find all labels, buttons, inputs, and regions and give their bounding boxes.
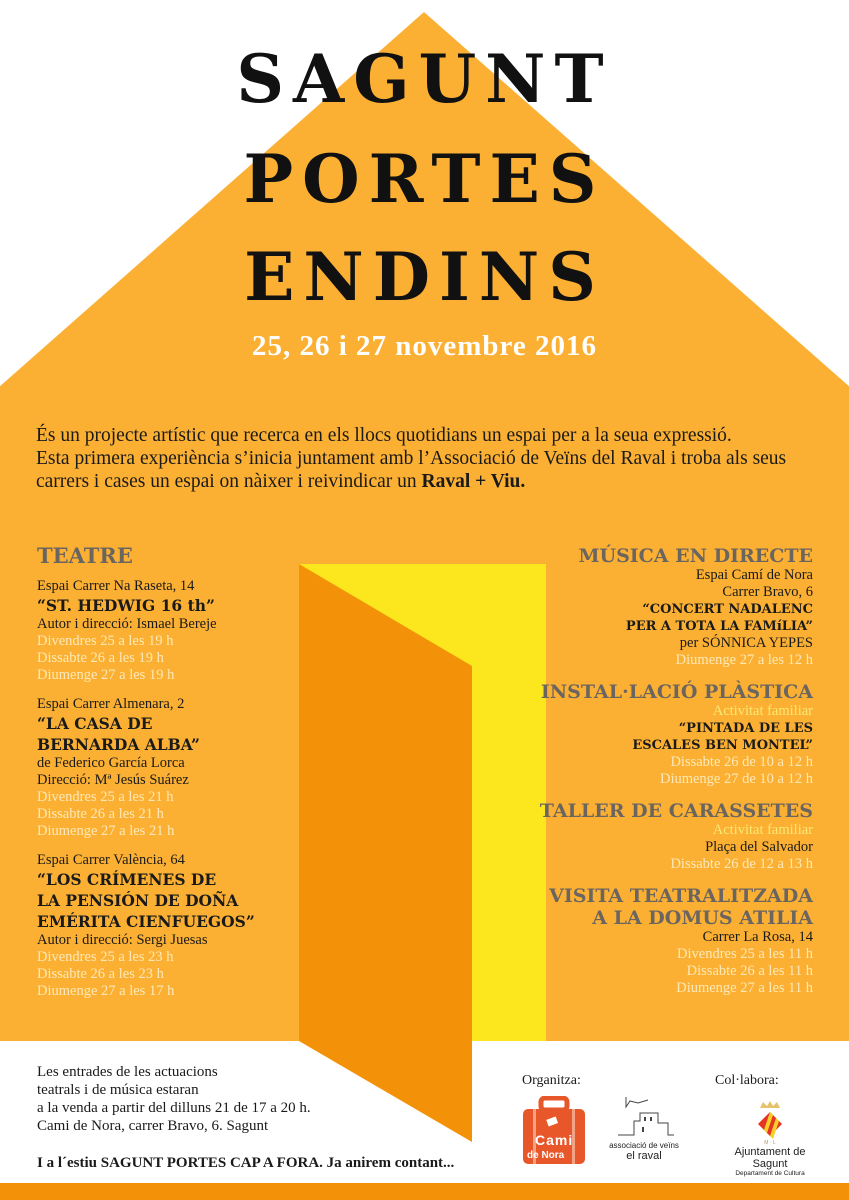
taller-venue: Plaça del Salvador [705, 839, 813, 855]
event-time: Divendres 25 a les 21 h [37, 789, 174, 805]
raval-logo-line2: el raval [626, 1150, 662, 1162]
door-panel-orange [299, 564, 472, 1142]
event-title: EMÉRITA CIENFUEGOS” [37, 912, 255, 931]
visita-venue: Carrer La Rosa, 14 [702, 929, 813, 945]
visita-time-2: Dissabte 26 a les 11 h [686, 963, 813, 979]
coat-initials: M · L [764, 1140, 776, 1146]
installacio-heading: INSTAL·LACIÓ PLÀSTICA [540, 681, 813, 703]
collabora-label: Col·labora: [715, 1073, 779, 1088]
event-title: LA PENSIÓN DE DOÑA [37, 891, 239, 910]
intro-line-3 [36, 470, 826, 493]
cami-logo-text: Cami [535, 1132, 574, 1148]
musica-venue-2: Carrer Bravo, 6 [722, 584, 813, 600]
intro-paragraph [36, 424, 826, 493]
cami-de-nora-logo [521, 1096, 587, 1166]
event-title: “LA CASA DE [37, 714, 153, 733]
organitza-label: Organitza: [522, 1073, 581, 1088]
visita-heading-1: VISITA TEATRALITZADA [549, 885, 813, 907]
teatre-section [37, 545, 297, 1012]
teatre-heading: TEATRE [37, 543, 133, 568]
closing-note: I a l´estiu SAGUNT PORTES CAP A FORA. Ja anirem contant... [37, 1155, 455, 1171]
visita-time-1: Divendres 25 a les 11 h [677, 946, 813, 962]
ajuntament-logo-line1: Ajuntament de Sagunt [734, 1146, 806, 1170]
event-dates: 25, 26 i 27 novembre 2016 [251, 330, 598, 362]
raval-association-logo [604, 1095, 684, 1170]
event-time: Diumenge 27 a les 17 h [37, 983, 175, 999]
event-credit: de Federico García Lorca [37, 755, 185, 771]
taller-time: Dissabte 26 de 12 a 13 h [670, 856, 813, 872]
musica-venue-1: Espai Camí de Nora [695, 567, 813, 583]
teatre-event-2 [37, 696, 297, 840]
event-venue: Espai Carrer València, 64 [37, 852, 185, 868]
event-venue: Espai Carrer Na Raseta, 14 [37, 578, 195, 594]
ajuntament-logo-line2: Departament de Cultura [735, 1170, 805, 1177]
musica-heading: MÚSICA EN DIRECTE [578, 545, 813, 567]
tickets-line: teatrals i de música estaran [37, 1082, 199, 1098]
teatre-event-3 [37, 852, 297, 1000]
title-line-2: PORTES [243, 140, 606, 218]
right-activities [533, 545, 813, 1009]
visita-heading-2: A LA DOMUS ATILIA [592, 907, 813, 929]
event-venue: Espai Carrer Almenara, 2 [37, 696, 185, 712]
event-time: Dissabte 26 a les 19 h [37, 650, 164, 666]
event-title: “ST. HEDWIG 16 th” [37, 596, 215, 615]
event-title: “LOS CRÍMENES DE [37, 870, 217, 889]
intro-line-1: És un projecte artístic que recerca en els llocs quotidians un espai per a la seua expressió. [36, 425, 732, 446]
tickets-line: Cami de Nora, carrer Bravo, 6. Sagunt [37, 1118, 269, 1134]
event-credit: Direcció: Mª Jesús Suárez [37, 772, 189, 788]
bottom-strip [0, 1183, 849, 1200]
event-credit: Autor i direcció: Ismael Bereje [37, 616, 217, 632]
event-time: Dissabte 26 a les 23 h [37, 966, 164, 982]
musica-time: Diumenge 27 a les 12 h [675, 652, 813, 668]
visita-section [533, 885, 813, 997]
family-activity-tag: Activitat familiar [712, 703, 813, 719]
installacio-title-1: “PINTADA DE LES [678, 721, 813, 736]
teatre-event-1 [37, 578, 297, 684]
musica-title-2: PER A TOTA LA FAMíLIA” [625, 619, 813, 634]
installacio-title-2: ESCALES BEN MONTEL” [632, 738, 813, 753]
title-line-1: SAGUNT [236, 40, 613, 118]
family-activity-tag: Activitat familiar [712, 822, 813, 838]
tickets-info [37, 1063, 311, 1135]
event-time: Diumenge 27 a les 19 h [37, 667, 175, 683]
title-line-3: ENDINS [244, 238, 605, 316]
intro-line-2: Esta primera experiència s’inicia juntament amb l’Associació de Veïns del Raval i troba als seus [36, 448, 787, 469]
event-credit: Autor i direcció: Sergi Juesas [37, 932, 208, 948]
coat-of-arms-icon [755, 1100, 785, 1142]
intro-raval-viu: Raval + Viu. [421, 471, 526, 492]
tickets-line: Les entrades de les actuacions [37, 1064, 218, 1080]
installacio-time-1: Dissabte 26 de 10 a 12 h [670, 754, 813, 770]
musica-section [533, 545, 813, 669]
event-time: Divendres 25 a les 19 h [37, 633, 174, 649]
visita-time-3: Diumenge 27 a les 11 h [676, 980, 813, 996]
ajuntament-sagunt-logo [720, 1100, 820, 1177]
taller-section [533, 800, 813, 873]
musica-title-1: “CONCERT NADALENC [642, 602, 813, 617]
intro-line-3-text: carrers i cases un espai on nàixer i reivindicar un [36, 471, 422, 492]
nora-logo-text: de Nora [527, 1150, 565, 1161]
musica-performer: per SÓNNICA YEPES [679, 635, 813, 651]
event-time: Dissabte 26 a les 21 h [37, 806, 164, 822]
installacio-section [533, 681, 813, 788]
raval-logo-line1: associació de veïns [609, 1141, 679, 1150]
event-time: Diumenge 27 a les 21 h [37, 823, 175, 839]
installacio-time-2: Diumenge 27 de 10 a 12 h [659, 771, 813, 787]
castle-outline-icon [614, 1095, 674, 1139]
event-time: Divendres 25 a les 23 h [37, 949, 174, 965]
taller-heading: TALLER DE CARASSETES [539, 800, 813, 822]
tickets-line: a la venda a partir del dilluns 21 de 17 a 20 h. [37, 1100, 311, 1116]
event-title: BERNARDA ALBA” [37, 735, 200, 754]
